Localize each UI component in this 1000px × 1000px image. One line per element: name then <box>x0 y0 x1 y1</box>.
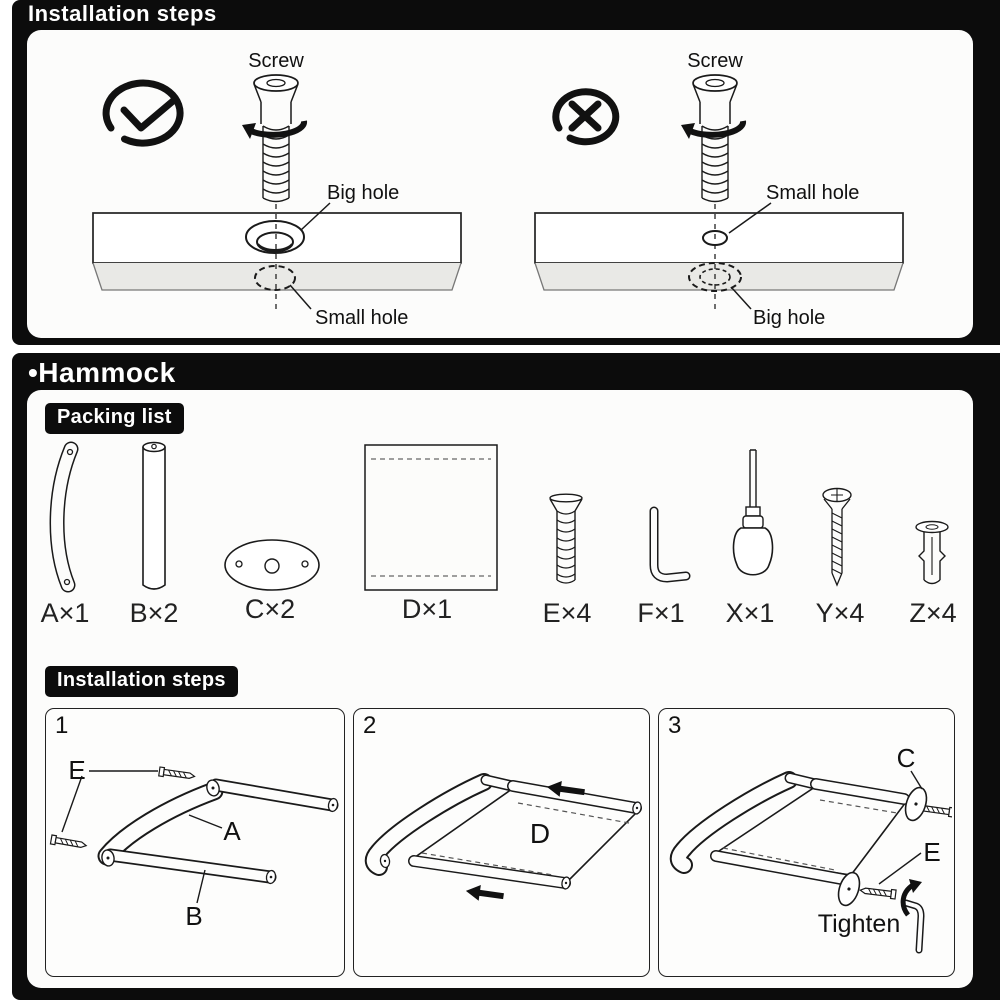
label-b: B <box>185 901 203 931</box>
label-tighten: Tighten <box>817 910 901 938</box>
bottom-hole-label: Small hole <box>315 307 409 329</box>
label-a: A <box>223 816 241 846</box>
wrong-diagram <box>535 50 903 329</box>
end-cap-c <box>902 785 931 823</box>
step-3-diagram <box>659 709 952 974</box>
part-f-icon <box>654 511 686 578</box>
bottom-hole-label: Big hole <box>753 307 826 329</box>
part-x-icon <box>734 450 773 575</box>
part-f-label: F×1 <box>637 598 685 628</box>
pointer-line <box>732 288 751 309</box>
screw-label: Screw <box>687 50 743 72</box>
label-e: E <box>923 837 941 867</box>
screw-e-icon <box>159 767 195 781</box>
part-z-label: Z×4 <box>909 598 957 628</box>
part-y-label: Y×4 <box>815 598 865 628</box>
step-2-diagram <box>354 709 647 974</box>
screw-e-icon <box>860 886 896 899</box>
hammock-panel <box>27 390 973 988</box>
step-1-diagram <box>46 709 342 974</box>
label-d: D <box>529 818 551 849</box>
part-c-icon <box>225 540 319 590</box>
part-c-label: C×2 <box>244 594 296 624</box>
cross-circle-icon <box>556 92 616 142</box>
part-y-icon <box>823 489 851 586</box>
part-a-icon <box>57 449 72 585</box>
part-d-icon <box>365 445 497 590</box>
slide-arrow <box>465 883 505 904</box>
part-a-label: A×1 <box>40 598 90 628</box>
part-e-icon <box>550 494 582 583</box>
part-d-label: D×1 <box>401 594 453 624</box>
packing-list-label: Packing list <box>45 403 184 434</box>
step-panel-3 <box>658 708 955 977</box>
step-number: 1 <box>55 712 69 739</box>
step-panel-2 <box>353 708 650 977</box>
screw-e-icon <box>50 835 87 850</box>
part-b-icon <box>143 443 165 590</box>
board-drawing <box>535 213 903 290</box>
screw-label: Screw <box>248 50 304 72</box>
screw-hole-section <box>12 0 1000 345</box>
part-z-icon <box>916 522 948 584</box>
correct-diagram <box>93 50 461 329</box>
label-c: C <box>896 743 916 773</box>
top-section-title: Installation steps <box>28 1 217 26</box>
top-hole-label: Small hole <box>766 182 860 204</box>
allen-key-icon <box>906 903 921 950</box>
part-e-label: E×4 <box>542 598 592 628</box>
part-x-label: X×1 <box>725 598 775 628</box>
hammock-section <box>12 353 1000 1000</box>
top-hole-label: Big hole <box>327 182 400 204</box>
packing-list-diagram <box>27 435 973 635</box>
screw-hole-panel <box>27 30 973 338</box>
label-e: E <box>68 755 86 785</box>
step-number: 2 <box>363 712 377 739</box>
step-number: 3 <box>668 712 682 739</box>
hammock-title: •Hammock <box>28 357 176 388</box>
installation-steps-label: Installation steps <box>45 666 238 697</box>
screw-hole-diagram <box>27 30 973 338</box>
part-b-label: B×2 <box>129 598 179 628</box>
check-circle-icon <box>106 83 180 143</box>
step-panel-1 <box>45 708 345 977</box>
